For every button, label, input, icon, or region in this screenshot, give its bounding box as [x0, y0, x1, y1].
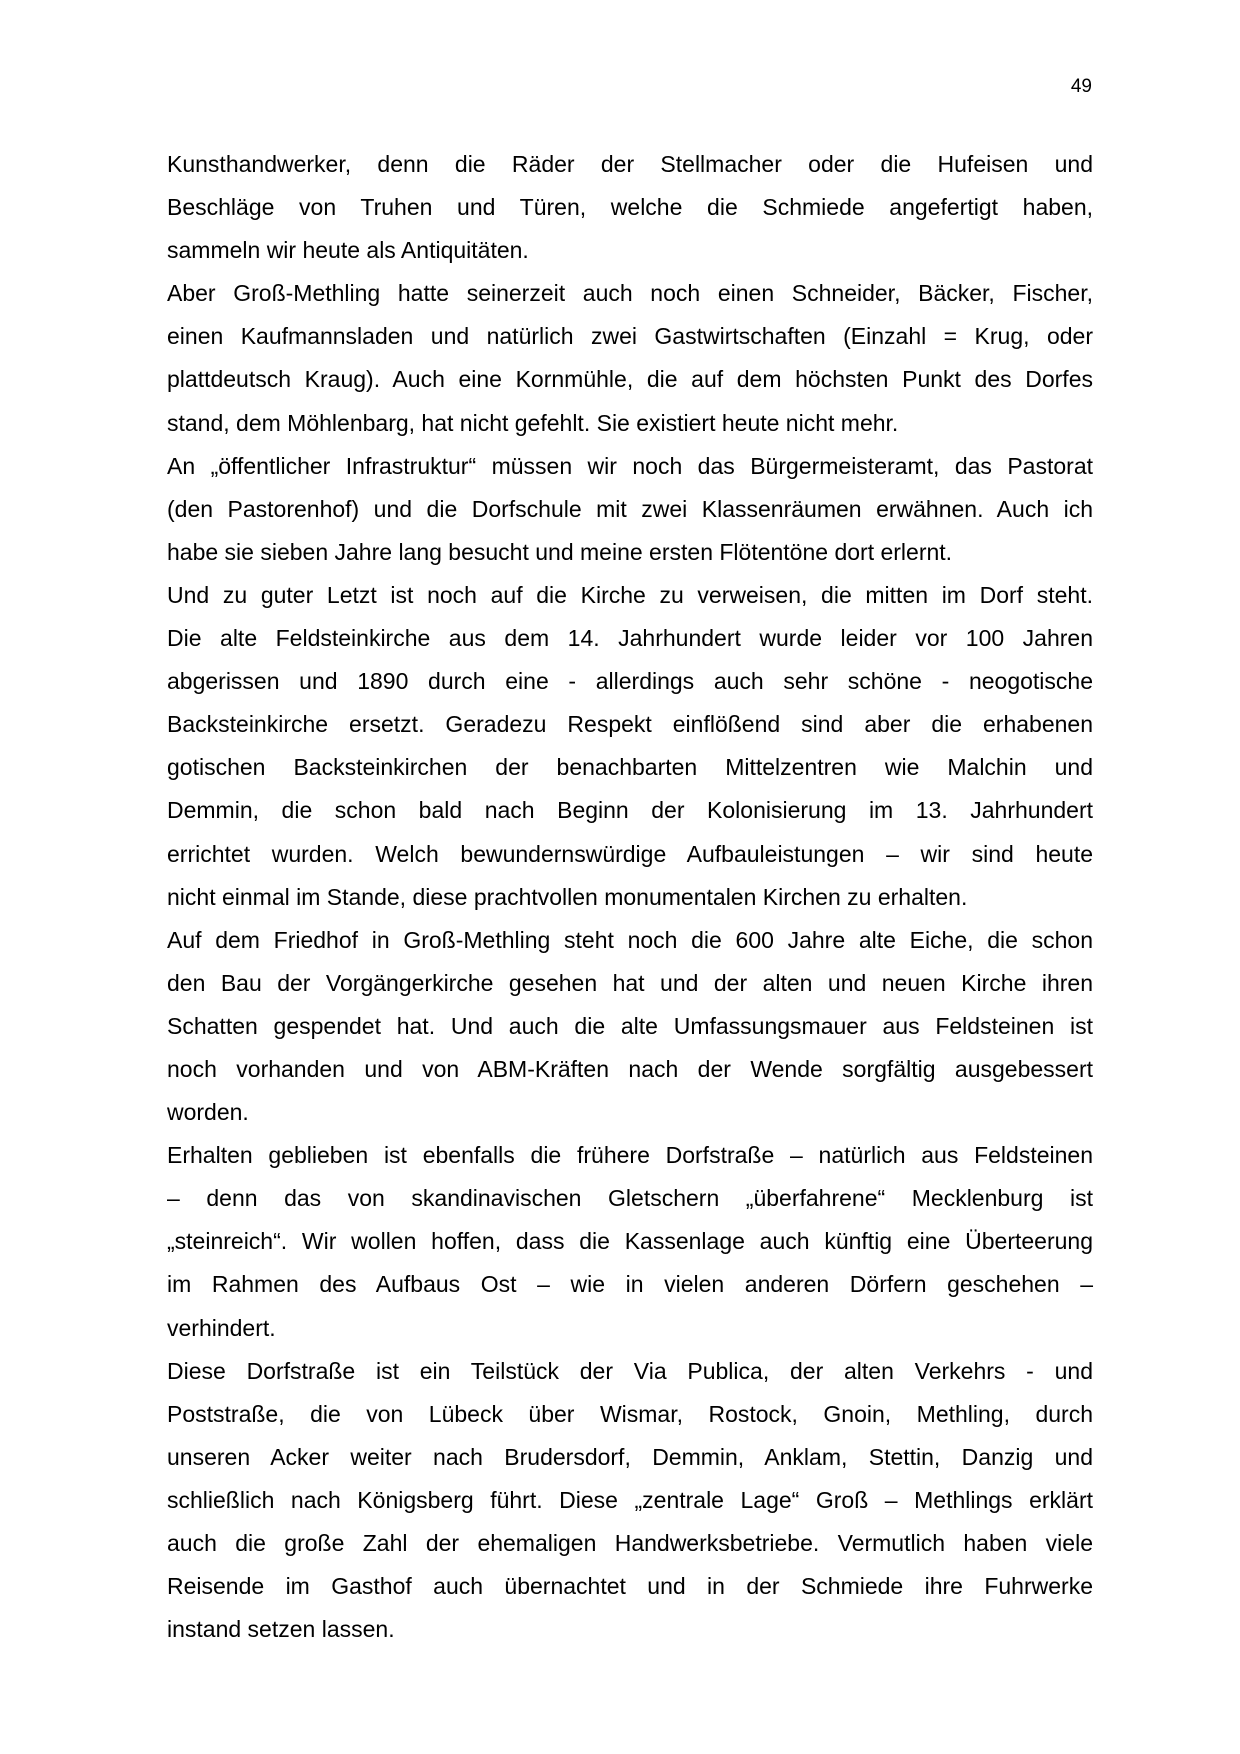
body-text	[167, 143, 1093, 1651]
text-line: sammeln wir heute als Antiquitäten.	[167, 237, 529, 264]
text-line: errichtet wurden. Welch bewundernswürdige Aufbauleistungen – wir sind heute	[167, 840, 1093, 867]
text-line: Auf dem Friedhof in Groß-Methling steht noch die 600 Jahre alte Eiche, die schon	[167, 926, 1093, 953]
text-line: An „öffentlicher Infrastruktur“ müssen wir noch das Bürgermeisteramt, das Pastorat	[167, 452, 1093, 479]
text-line: Aber Groß-Methling hatte seinerzeit auch noch einen Schneider, Bäcker, Fischer,	[167, 280, 1093, 307]
text-line: habe sie sieben Jahre lang besucht und meine ersten Flötentöne dort erlernt.	[167, 538, 953, 565]
text-line: plattdeutsch Kraug). Auch eine Kornmühle, die auf dem höchsten Punkt des Dorfes	[167, 366, 1093, 393]
page-number: 49	[1070, 76, 1092, 97]
paragraph	[167, 272, 1093, 444]
text-line: nicht einmal im Stande, diese prachtvollen monumentalen Kirchen zu erhalten.	[167, 883, 968, 910]
text-line: Diese Dorfstraße ist ein Teilstück der Via Publica, der alten Verkehrs - und	[167, 1357, 1093, 1384]
text-line: Poststraße, die von Lübeck über Wismar, Rostock, Gnoin, Methling, durch	[167, 1400, 1093, 1427]
text-line: unseren Acker weiter nach Brudersdorf, Demmin, Anklam, Stettin, Danzig und	[167, 1443, 1093, 1470]
text-line: „steinreich“. Wir wollen hoffen, dass die Kassenlage auch künftig eine Überteerung	[167, 1228, 1093, 1255]
text-line: instand setzen lassen.	[167, 1616, 395, 1643]
text-line: abgerissen und 1890 durch eine - allerdings auch sehr schöne - neogotische	[167, 668, 1093, 695]
text-line: Beschläge von Truhen und Türen, welche die Schmiede angefertigt haben,	[167, 194, 1093, 221]
text-line: Backsteinkirche ersetzt. Geradezu Respekt einflößend sind aber die erhabenen	[167, 711, 1093, 738]
paragraph	[167, 1350, 1093, 1652]
text-line: Reisende im Gasthof auch übernachtet und in der Schmiede ihre Fuhrwerke	[167, 1573, 1093, 1600]
text-line: auch die große Zahl der ehemaligen Handwerksbetriebe. Vermutlich haben viele	[167, 1530, 1093, 1556]
text-line: Die alte Feldsteinkirche aus dem 14. Jahrhundert wurde leider vor 100 Jahren	[167, 625, 1093, 652]
text-line: schließlich nach Königsberg führt. Diese „zentrale Lage“ Groß – Methlings erklärt	[167, 1486, 1093, 1513]
text-line: den Bau der Vorgängerkirche gesehen hat und der alten und neuen Kirche ihren	[167, 969, 1093, 996]
text-line: Erhalten geblieben ist ebenfalls die frühere Dorfstraße – natürlich aus Feldsteinen	[167, 1142, 1093, 1169]
paragraph	[167, 1134, 1093, 1349]
text-line: einen Kaufmannsladen und natürlich zwei Gastwirtschaften (Einzahl = Krug, oder	[167, 323, 1093, 350]
text-line: im Rahmen des Aufbaus Ost – wie in vielen anderen Dörfern geschehen –	[167, 1271, 1093, 1298]
paragraph	[167, 445, 1093, 574]
paragraph	[167, 143, 1093, 272]
text-line: verhindert.	[167, 1314, 276, 1341]
paragraph	[167, 574, 1093, 919]
text-line: worden.	[167, 1099, 249, 1126]
text-line: noch vorhanden und von ABM-Kräften nach der Wende sorgfältig ausgebessert	[167, 1055, 1093, 1082]
text-line: Kunsthandwerker, denn die Räder der Stellmacher oder die Hufeisen und	[167, 151, 1093, 177]
text-line: stand, dem Möhlenbarg, hat nicht gefehlt. Sie existiert heute nicht mehr.	[167, 409, 899, 436]
text-line: Demmin, die schon bald nach Beginn der Kolonisierung im 13. Jahrhundert	[167, 797, 1093, 824]
text-line: (den Pastorenhof) und die Dorfschule mit zwei Klassenräumen erwähnen. Auch ich	[167, 495, 1093, 522]
text-line: – denn das von skandinavischen Gletschern „überfahrene“ Mecklenburg ist	[167, 1185, 1093, 1212]
text-line: gotischen Backsteinkirchen der benachbarten Mittelzentren wie Malchin und	[167, 754, 1093, 781]
paragraph	[167, 919, 1093, 1134]
text-line: Und zu guter Letzt ist noch auf die Kirche zu verweisen, die mitten im Dorf steht.	[167, 581, 1093, 608]
text-line: Schatten gespendet hat. Und auch die alte Umfassungsmauer aus Feldsteinen ist	[167, 1012, 1093, 1039]
